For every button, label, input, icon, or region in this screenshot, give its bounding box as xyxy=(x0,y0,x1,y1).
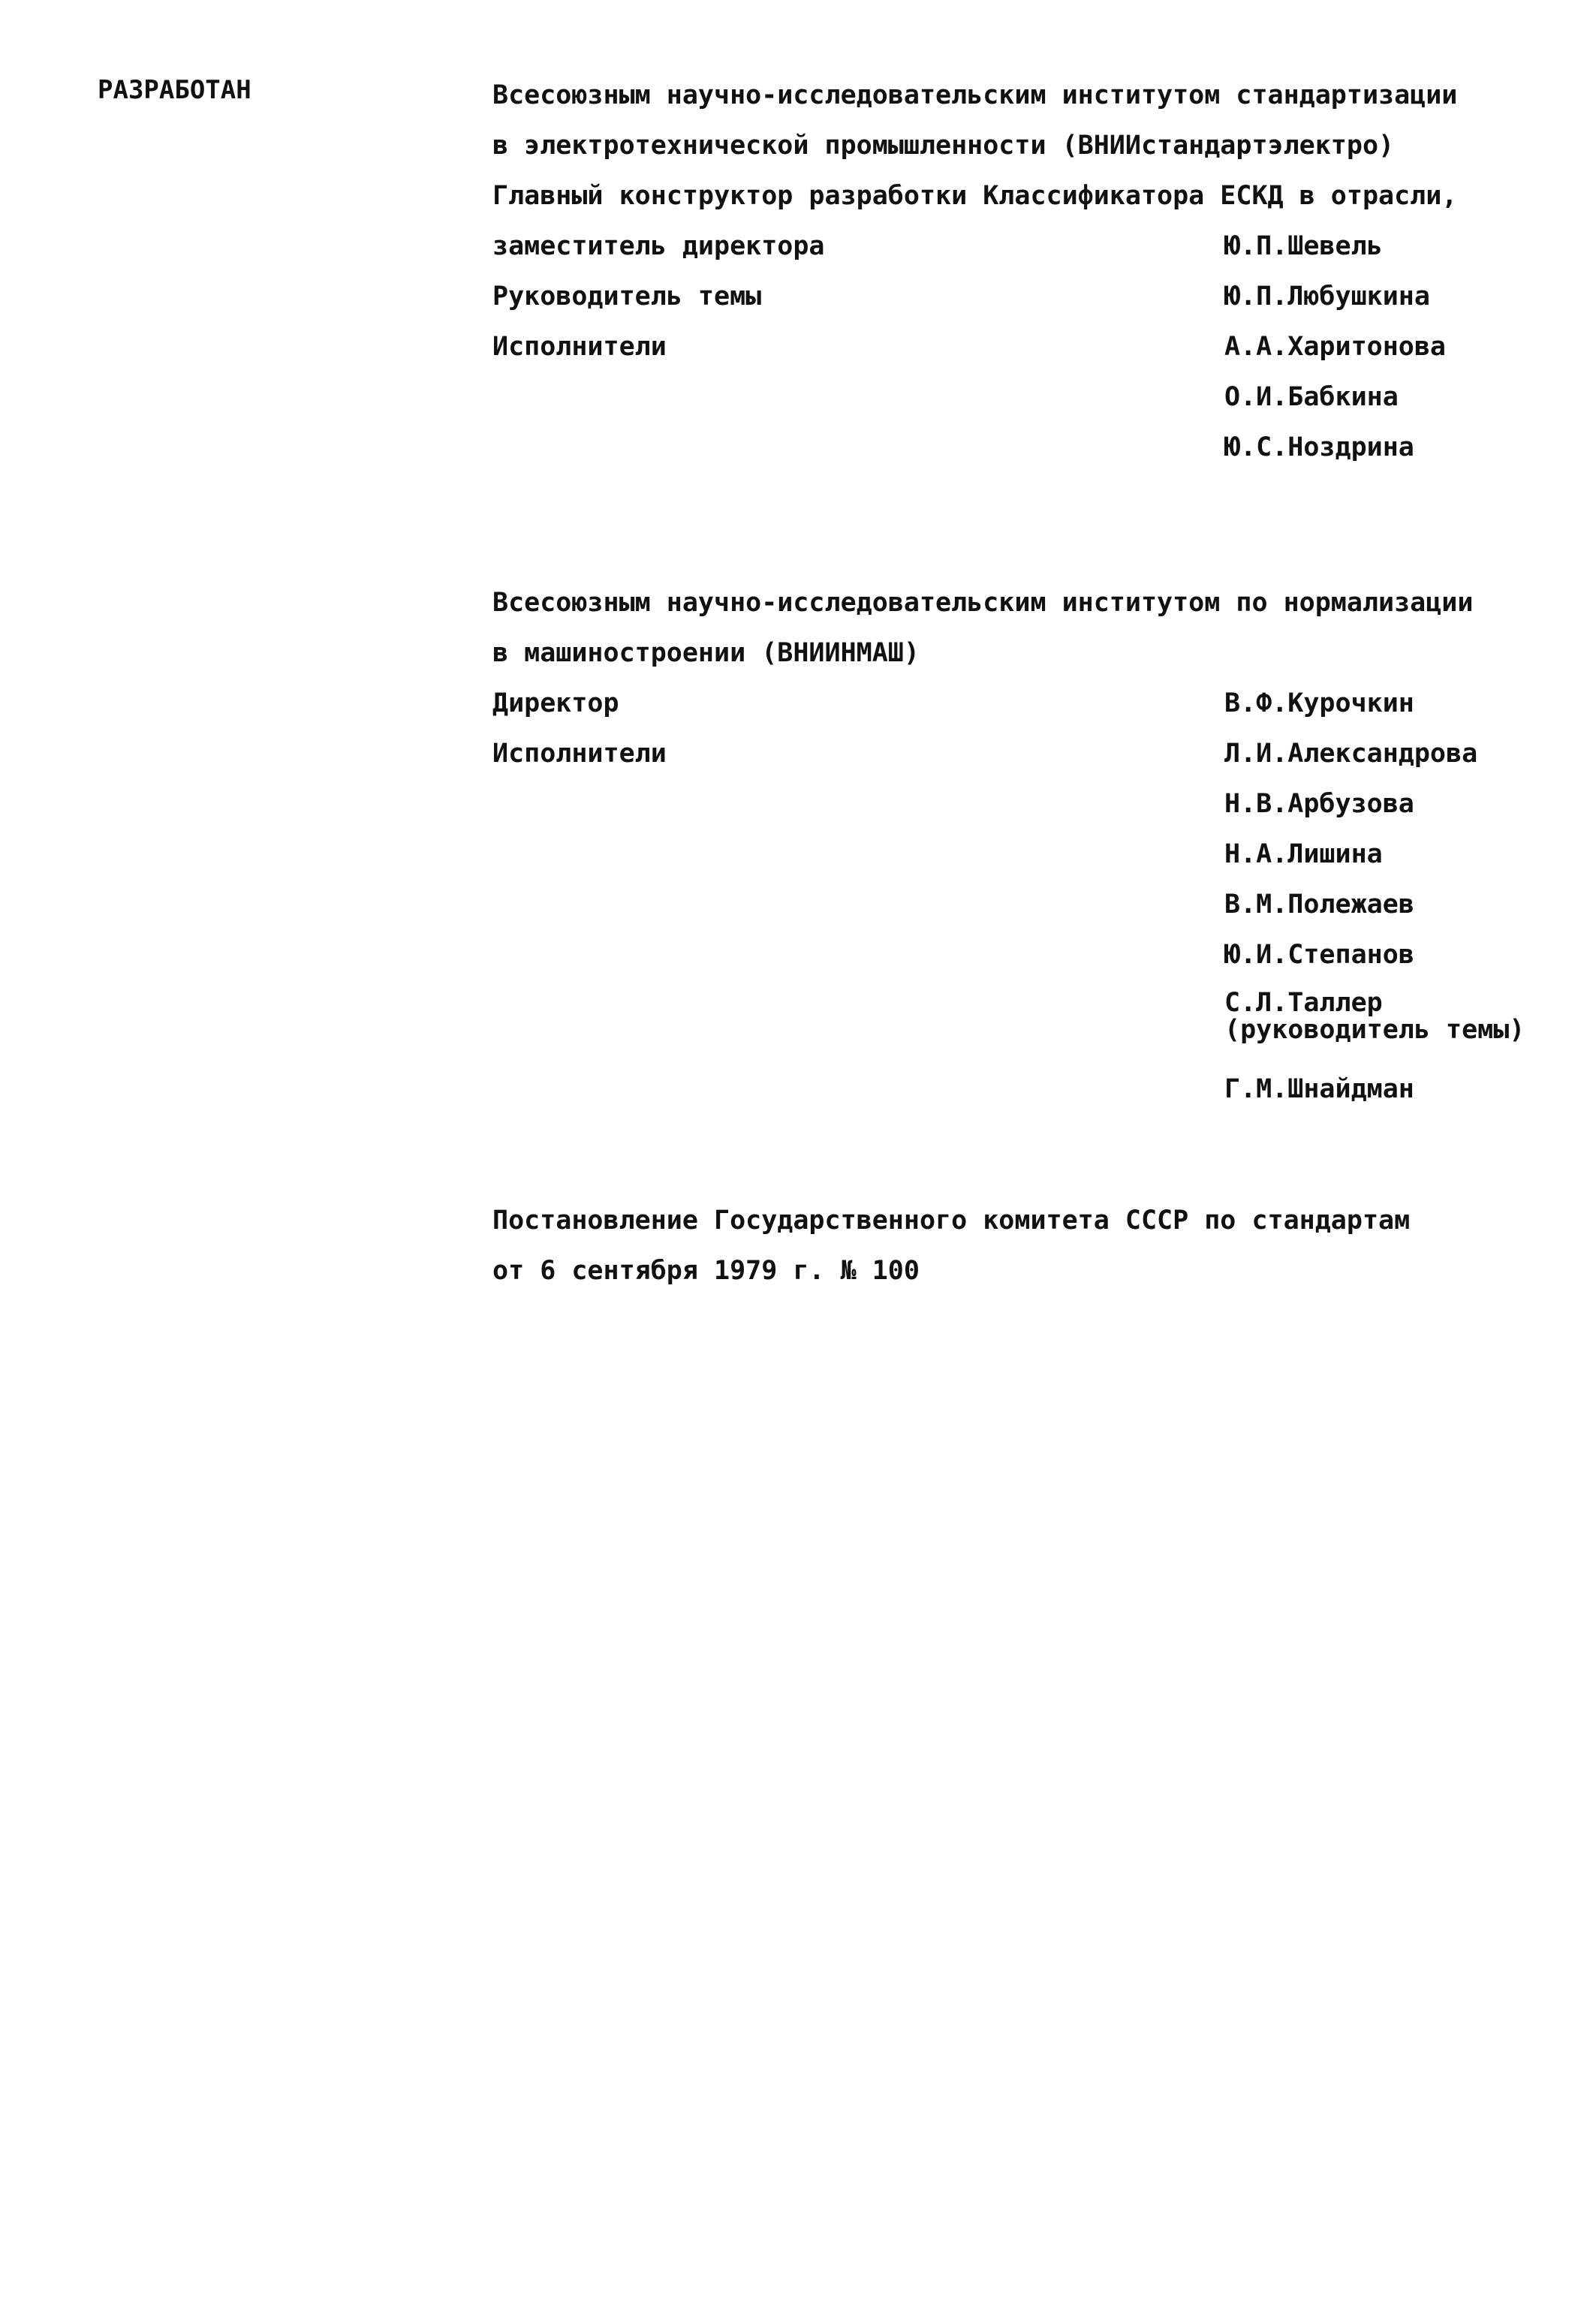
person-name: Ю.П.Любушкина xyxy=(1224,281,1430,312)
role-title: Руководитель темы xyxy=(492,281,762,312)
decree-block xyxy=(492,1196,1543,1296)
role-row xyxy=(492,1064,1543,1115)
person-name: В.Ф.Курочкин xyxy=(1224,688,1414,718)
decree-line-2: от 6 сентября 1979 г. № 100 xyxy=(492,1256,920,1286)
person-name: Ю.С.Ноздрина xyxy=(1224,432,1414,462)
decree-line-1: Постановление Государственного комитета СССР по стандартам xyxy=(492,1206,1411,1236)
role-title: Исполнители xyxy=(492,332,667,362)
person-name: Ю.И.Степанов xyxy=(1224,940,1414,970)
role-title: Директор xyxy=(492,688,619,718)
org-line: в электротехнической промышленности (ВНИИстандартэлектро) xyxy=(492,131,1395,161)
person-name: Г.М.Шнайдман xyxy=(1224,1074,1414,1104)
role-row xyxy=(492,322,1543,372)
person-name: В.М.Полежаев xyxy=(1224,890,1414,920)
role-row xyxy=(492,779,1543,829)
role-row xyxy=(492,272,1543,322)
section-vniistandartelektro xyxy=(492,71,1543,473)
person-name: А.А.Харитонова xyxy=(1224,332,1447,362)
org-line: Всесоюзным научно-исследовательским институтом стандартизации xyxy=(492,80,1458,110)
person-name: Н.В.Арбузова xyxy=(1224,789,1414,819)
role-row xyxy=(492,372,1543,423)
section-vniinmash xyxy=(492,578,1543,1115)
role-row-taller xyxy=(492,980,1543,1064)
org-line: в машиностроении (ВНИИНМАШ) xyxy=(492,638,920,668)
person-name: С.Л.Таллер xyxy=(1224,988,1383,1018)
person-name: Н.А.Лишина xyxy=(1224,839,1383,869)
person-name: О.И.Бабкина xyxy=(1224,382,1399,412)
role-row xyxy=(492,930,1543,980)
role-row xyxy=(492,880,1543,930)
org-line: Всесоюзным научно-исследовательским институтом по нормализации xyxy=(492,588,1474,618)
role-row xyxy=(492,221,1543,272)
developed-label: РАЗРАБОТАН xyxy=(98,75,251,105)
role-row xyxy=(492,423,1543,473)
org-line: Главный конструктор разработки Классификатора ЕСКД в отрасли, xyxy=(492,181,1458,211)
person-note: (руководитель темы) xyxy=(1224,1015,1525,1045)
person-name-multiline xyxy=(1224,989,1525,1043)
person-name: Ю.П.Шевель xyxy=(1224,231,1383,261)
role-row xyxy=(492,829,1543,880)
role-row xyxy=(492,679,1543,729)
role-title: заместитель директора xyxy=(492,231,825,261)
person-name: Л.И.Александрова xyxy=(1224,739,1478,769)
role-title: Исполнители xyxy=(492,739,667,769)
role-row xyxy=(492,729,1543,779)
